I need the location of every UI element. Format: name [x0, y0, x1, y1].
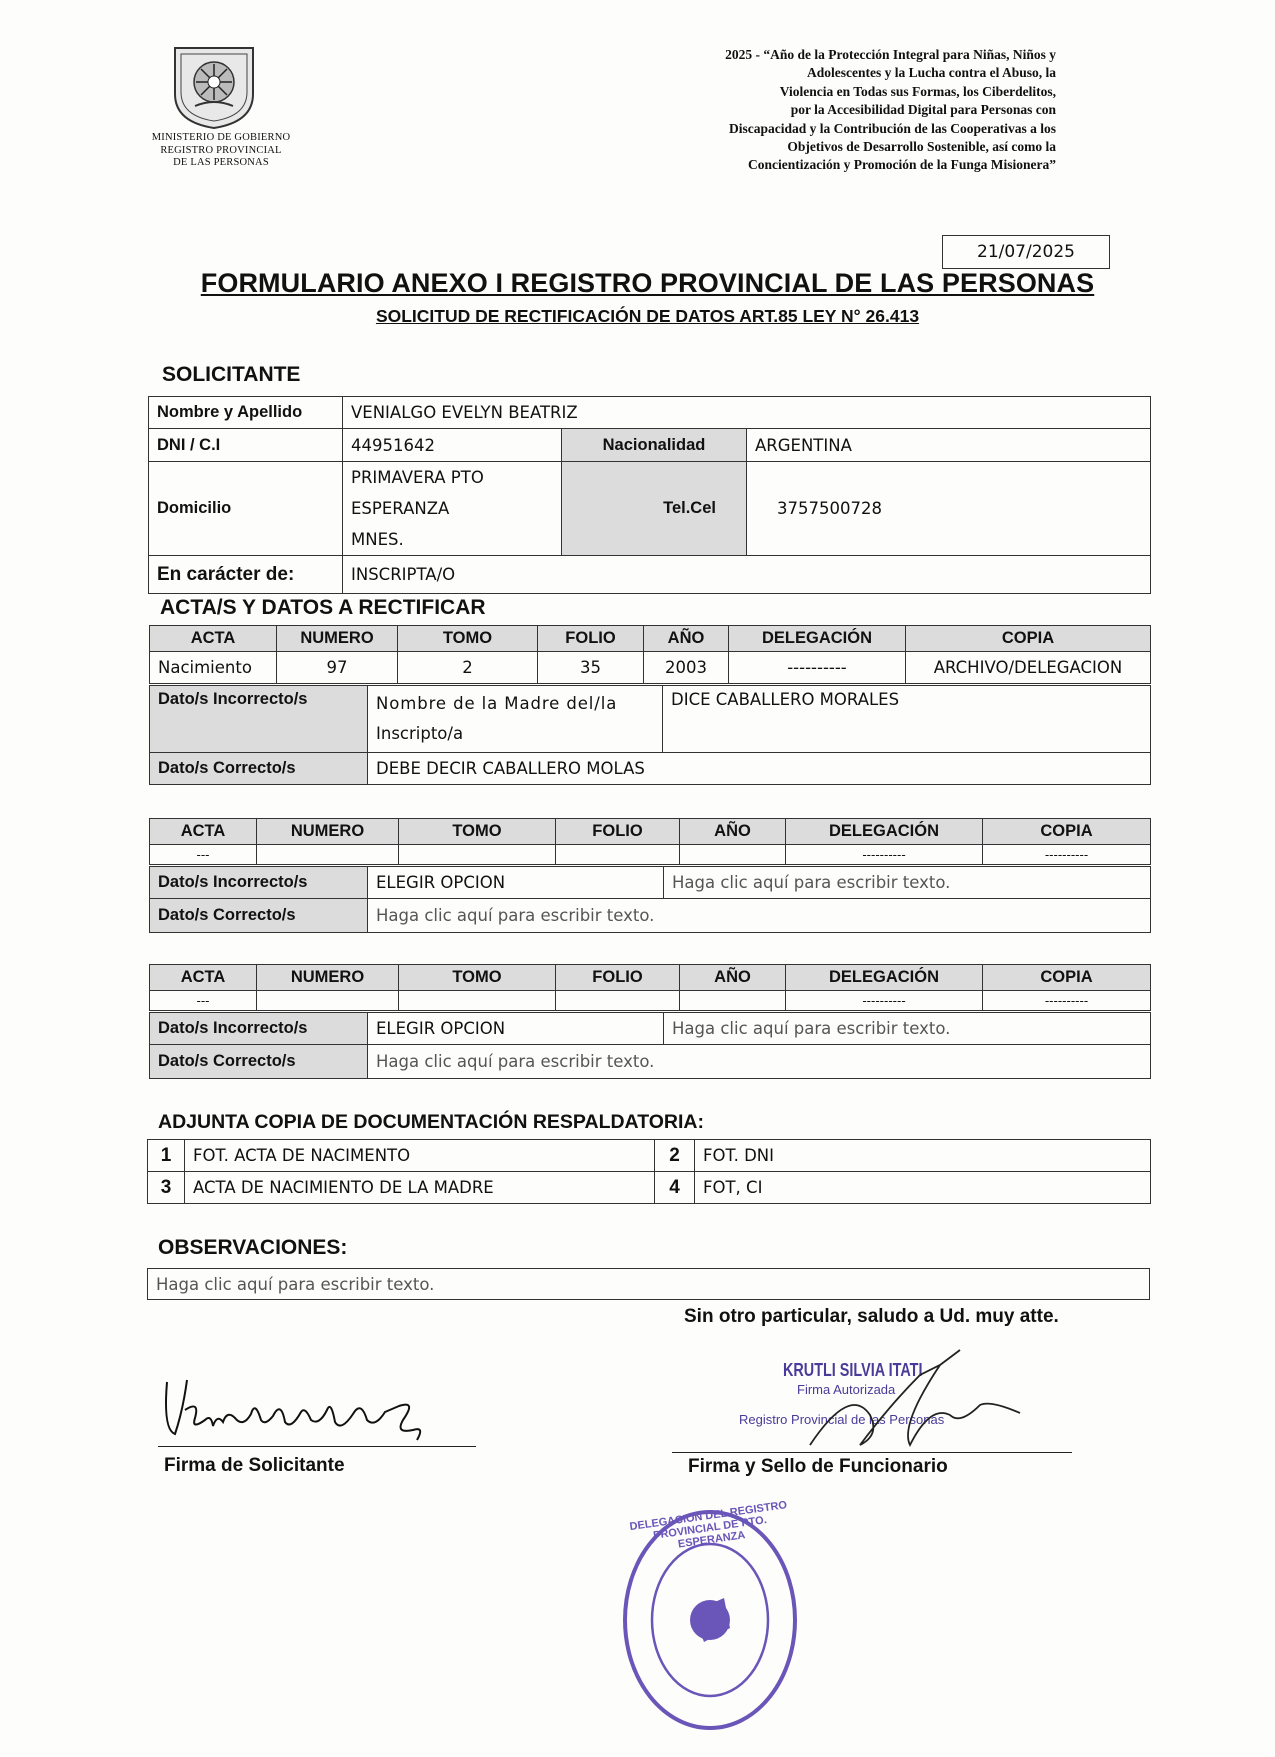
tomo-field[interactable] — [399, 845, 556, 865]
doc-field[interactable]: FOT. ACTA DE NACIMENTO — [185, 1140, 655, 1172]
rectify-table-2 — [149, 866, 1151, 933]
correct-value-field[interactable]: Haga clic aquí para escribir texto. — [368, 899, 1151, 933]
col-copia: COPIA — [983, 965, 1151, 991]
incorrect-field-select[interactable]: ELEGIR OPCION — [368, 867, 664, 899]
address-line: MNES. — [351, 530, 404, 549]
col-acta: ACTA — [150, 626, 277, 652]
address-line: PRIMAVERA PTO ESPERANZA — [351, 468, 484, 518]
motto-line: por la Accesibilidad Digital para Personas con — [790, 102, 1056, 118]
doc-number: 2 — [655, 1140, 695, 1172]
col-copia: COPIA — [906, 626, 1151, 652]
nationality-label: Nacionalidad — [562, 429, 747, 462]
incorrect-field-select[interactable] — [368, 686, 663, 753]
tomo-field[interactable]: 2 — [398, 652, 538, 684]
doc-number: 4 — [655, 1172, 695, 1204]
col-numero: NUMERO — [257, 819, 399, 845]
ministry-line: REGISTRO PROVINCIAL — [160, 144, 282, 156]
tomo-field[interactable] — [399, 991, 556, 1011]
anio-field[interactable] — [680, 845, 786, 865]
anio-field[interactable] — [680, 991, 786, 1011]
folio-field[interactable] — [556, 991, 680, 1011]
phone-field[interactable]: 3757500728 — [747, 462, 1151, 556]
col-tomo: TOMO — [398, 626, 538, 652]
acta-type-field[interactable]: --- — [150, 991, 257, 1011]
name-label: Nombre y Apellido — [149, 397, 343, 429]
col-delegacion: DELEGACIÓN — [786, 965, 983, 991]
acta-table-1 — [149, 625, 1151, 684]
solicitante-table — [148, 396, 1151, 594]
provincial-seal — [165, 42, 263, 130]
motto-line: 2025 - “Año de la Protección Integral para Niñas, Niños y — [725, 47, 1056, 62]
delegacion-field[interactable]: ---------- — [786, 991, 983, 1011]
phone-label: Tel.Cel — [562, 462, 747, 556]
col-anio: AÑO — [680, 965, 786, 991]
rectify-table-3 — [149, 1012, 1151, 1079]
folio-field[interactable]: 35 — [538, 652, 644, 684]
motto-line: Concientización y Promoción de la Funga Misionera” — [748, 157, 1056, 173]
dni-field[interactable]: 44951642 — [343, 429, 562, 462]
incorrect-field-line: Inscripto/a — [376, 724, 464, 743]
capacity-field[interactable]: INSCRIPTA/O — [343, 556, 1151, 594]
col-delegacion: DELEGACIÓN — [729, 626, 906, 652]
col-acta: ACTA — [150, 965, 257, 991]
col-folio: FOLIO — [556, 819, 680, 845]
col-numero: NUMERO — [277, 626, 398, 652]
col-copia: COPIA — [983, 819, 1151, 845]
form-title: FORMULARIO ANEXO I REGISTRO PROVINCIAL DE LAS PERSONAS — [200, 268, 1095, 298]
doc-number: 3 — [148, 1172, 185, 1204]
adjunta-heading: ADJUNTA COPIA DE DOCUMENTACIÓN RESPALDATORIA: — [158, 1111, 704, 1133]
observaciones-field[interactable]: Haga clic aquí para escribir texto. — [148, 1269, 1150, 1300]
copia-field[interactable]: ---------- — [983, 991, 1151, 1011]
date-field[interactable]: 21/07/2025 — [942, 235, 1110, 269]
correct-label: Dato/s Correcto/s — [150, 1045, 368, 1079]
copia-field[interactable]: ---------- — [983, 845, 1151, 865]
year-motto — [548, 46, 1056, 175]
col-delegacion: DELEGACIÓN — [786, 819, 983, 845]
dni-label: DNI / C.I — [149, 429, 343, 462]
correct-label: Dato/s Correcto/s — [150, 899, 368, 933]
col-anio: AÑO — [644, 626, 729, 652]
acta-table-3 — [149, 964, 1151, 1011]
observaciones-table — [147, 1268, 1150, 1300]
applicant-signature-label: Firma de Solicitante — [164, 1455, 345, 1476]
official-stamp-office: Registro Provincial de las Personas — [739, 1412, 945, 1427]
delegacion-field[interactable]: ---------- — [729, 652, 906, 684]
doc-field[interactable]: ACTA DE NACIMIENTO DE LA MADRE — [185, 1172, 655, 1204]
incorrect-label: Dato/s Incorrecto/s — [150, 686, 368, 753]
col-tomo: TOMO — [399, 965, 556, 991]
official-signature — [790, 1345, 1030, 1465]
col-folio: FOLIO — [538, 626, 644, 652]
motto-line: Objetivos de Desarrollo Sostenible, así como la — [787, 139, 1056, 155]
delegation-stamp-text: DELEGACION DEL REGISTRO PROVINCIAL DE PTO. ESPERANZA — [628, 1499, 788, 1551]
doc-field[interactable]: FOT, CI — [695, 1172, 1151, 1204]
official-signature-line — [672, 1452, 1072, 1453]
col-tomo: TOMO — [399, 819, 556, 845]
correct-value-field[interactable]: DEBE DECIR CABALLERO MOLAS — [368, 753, 1151, 785]
adjunta-table — [147, 1139, 1151, 1204]
address-field[interactable] — [343, 462, 562, 556]
name-field[interactable]: VENIALGO EVELYN BEATRIZ — [343, 397, 1151, 429]
official-stamp-role: Firma Autorizada — [797, 1382, 896, 1397]
applicant-signature-line — [158, 1446, 476, 1447]
correct-label: Dato/s Correcto/s — [150, 753, 368, 785]
acta-type-field[interactable]: --- — [150, 845, 257, 865]
applicant-signature — [155, 1370, 475, 1450]
incorrect-value-field[interactable]: Haga clic aquí para escribir texto. — [664, 1013, 1151, 1045]
delegacion-field[interactable]: ---------- — [786, 845, 983, 865]
motto-line: Adolescentes y la Lucha contra el Abuso, la — [806, 65, 1056, 81]
acta-table-2 — [149, 818, 1151, 865]
numero-field[interactable] — [257, 845, 399, 865]
folio-field[interactable] — [556, 845, 680, 865]
col-anio: AÑO — [680, 819, 786, 845]
form-subtitle: SOLICITUD DE RECTIFICACIÓN DE DATOS ART.85 LEY N° 26.413 — [375, 306, 920, 326]
incorrect-label: Dato/s Incorrecto/s — [150, 1013, 368, 1045]
numero-field[interactable] — [257, 991, 399, 1011]
observaciones-heading: OBSERVACIONES: — [158, 1236, 348, 1259]
rectify-table-1 — [149, 685, 1151, 785]
anio-field[interactable]: 2003 — [644, 652, 729, 684]
ministry-heading — [126, 132, 316, 170]
doc-number: 1 — [148, 1140, 185, 1172]
correct-value-field[interactable]: Haga clic aquí para escribir texto. — [368, 1045, 1151, 1079]
doc-field[interactable]: FOT. DNI — [695, 1140, 1151, 1172]
official-signature-label: Firma y Sello de Funcionario — [688, 1456, 948, 1477]
incorrect-field-select[interactable]: ELEGIR OPCION — [368, 1013, 664, 1045]
actas-heading: ACTA/S Y DATOS A RECTIFICAR — [160, 596, 486, 619]
acta-type-field[interactable]: Nacimiento — [150, 652, 277, 684]
numero-field[interactable]: 97 — [277, 652, 398, 684]
ministry-line: DE LAS PERSONAS — [173, 157, 269, 168]
col-folio: FOLIO — [556, 965, 680, 991]
solicitante-heading: SOLICITANTE — [162, 363, 301, 386]
ministry-line: MINISTERIO DE GOBIERNO — [151, 132, 291, 143]
copia-field[interactable]: ARCHIVO/DELEGACION — [906, 652, 1151, 684]
official-stamp-name: KRUTLI SILVIA ITATI — [783, 1360, 923, 1380]
incorrect-label: Dato/s Incorrecto/s — [150, 867, 368, 899]
col-numero: NUMERO — [257, 965, 399, 991]
capacity-label: En carácter de: — [149, 556, 343, 594]
incorrect-field-line: Nombre de la Madre del/la — [376, 694, 618, 713]
motto-line: Discapacidad y la Contribución de las Cooperativas a los — [728, 120, 1056, 136]
closing-text: Sin otro particular, saludo a Ud. muy atte. — [684, 1306, 1059, 1327]
col-acta: ACTA — [150, 819, 257, 845]
incorrect-value-field[interactable]: Haga clic aquí para escribir texto. — [664, 867, 1151, 899]
motto-line: Violencia en Todas sus Formas, los Ciberdelitos, — [779, 83, 1056, 99]
nationality-field[interactable]: ARGENTINA — [747, 429, 1151, 462]
address-label: Domicilio — [149, 462, 343, 556]
incorrect-value-field[interactable]: DICE CABALLERO MORALES — [663, 686, 1151, 753]
